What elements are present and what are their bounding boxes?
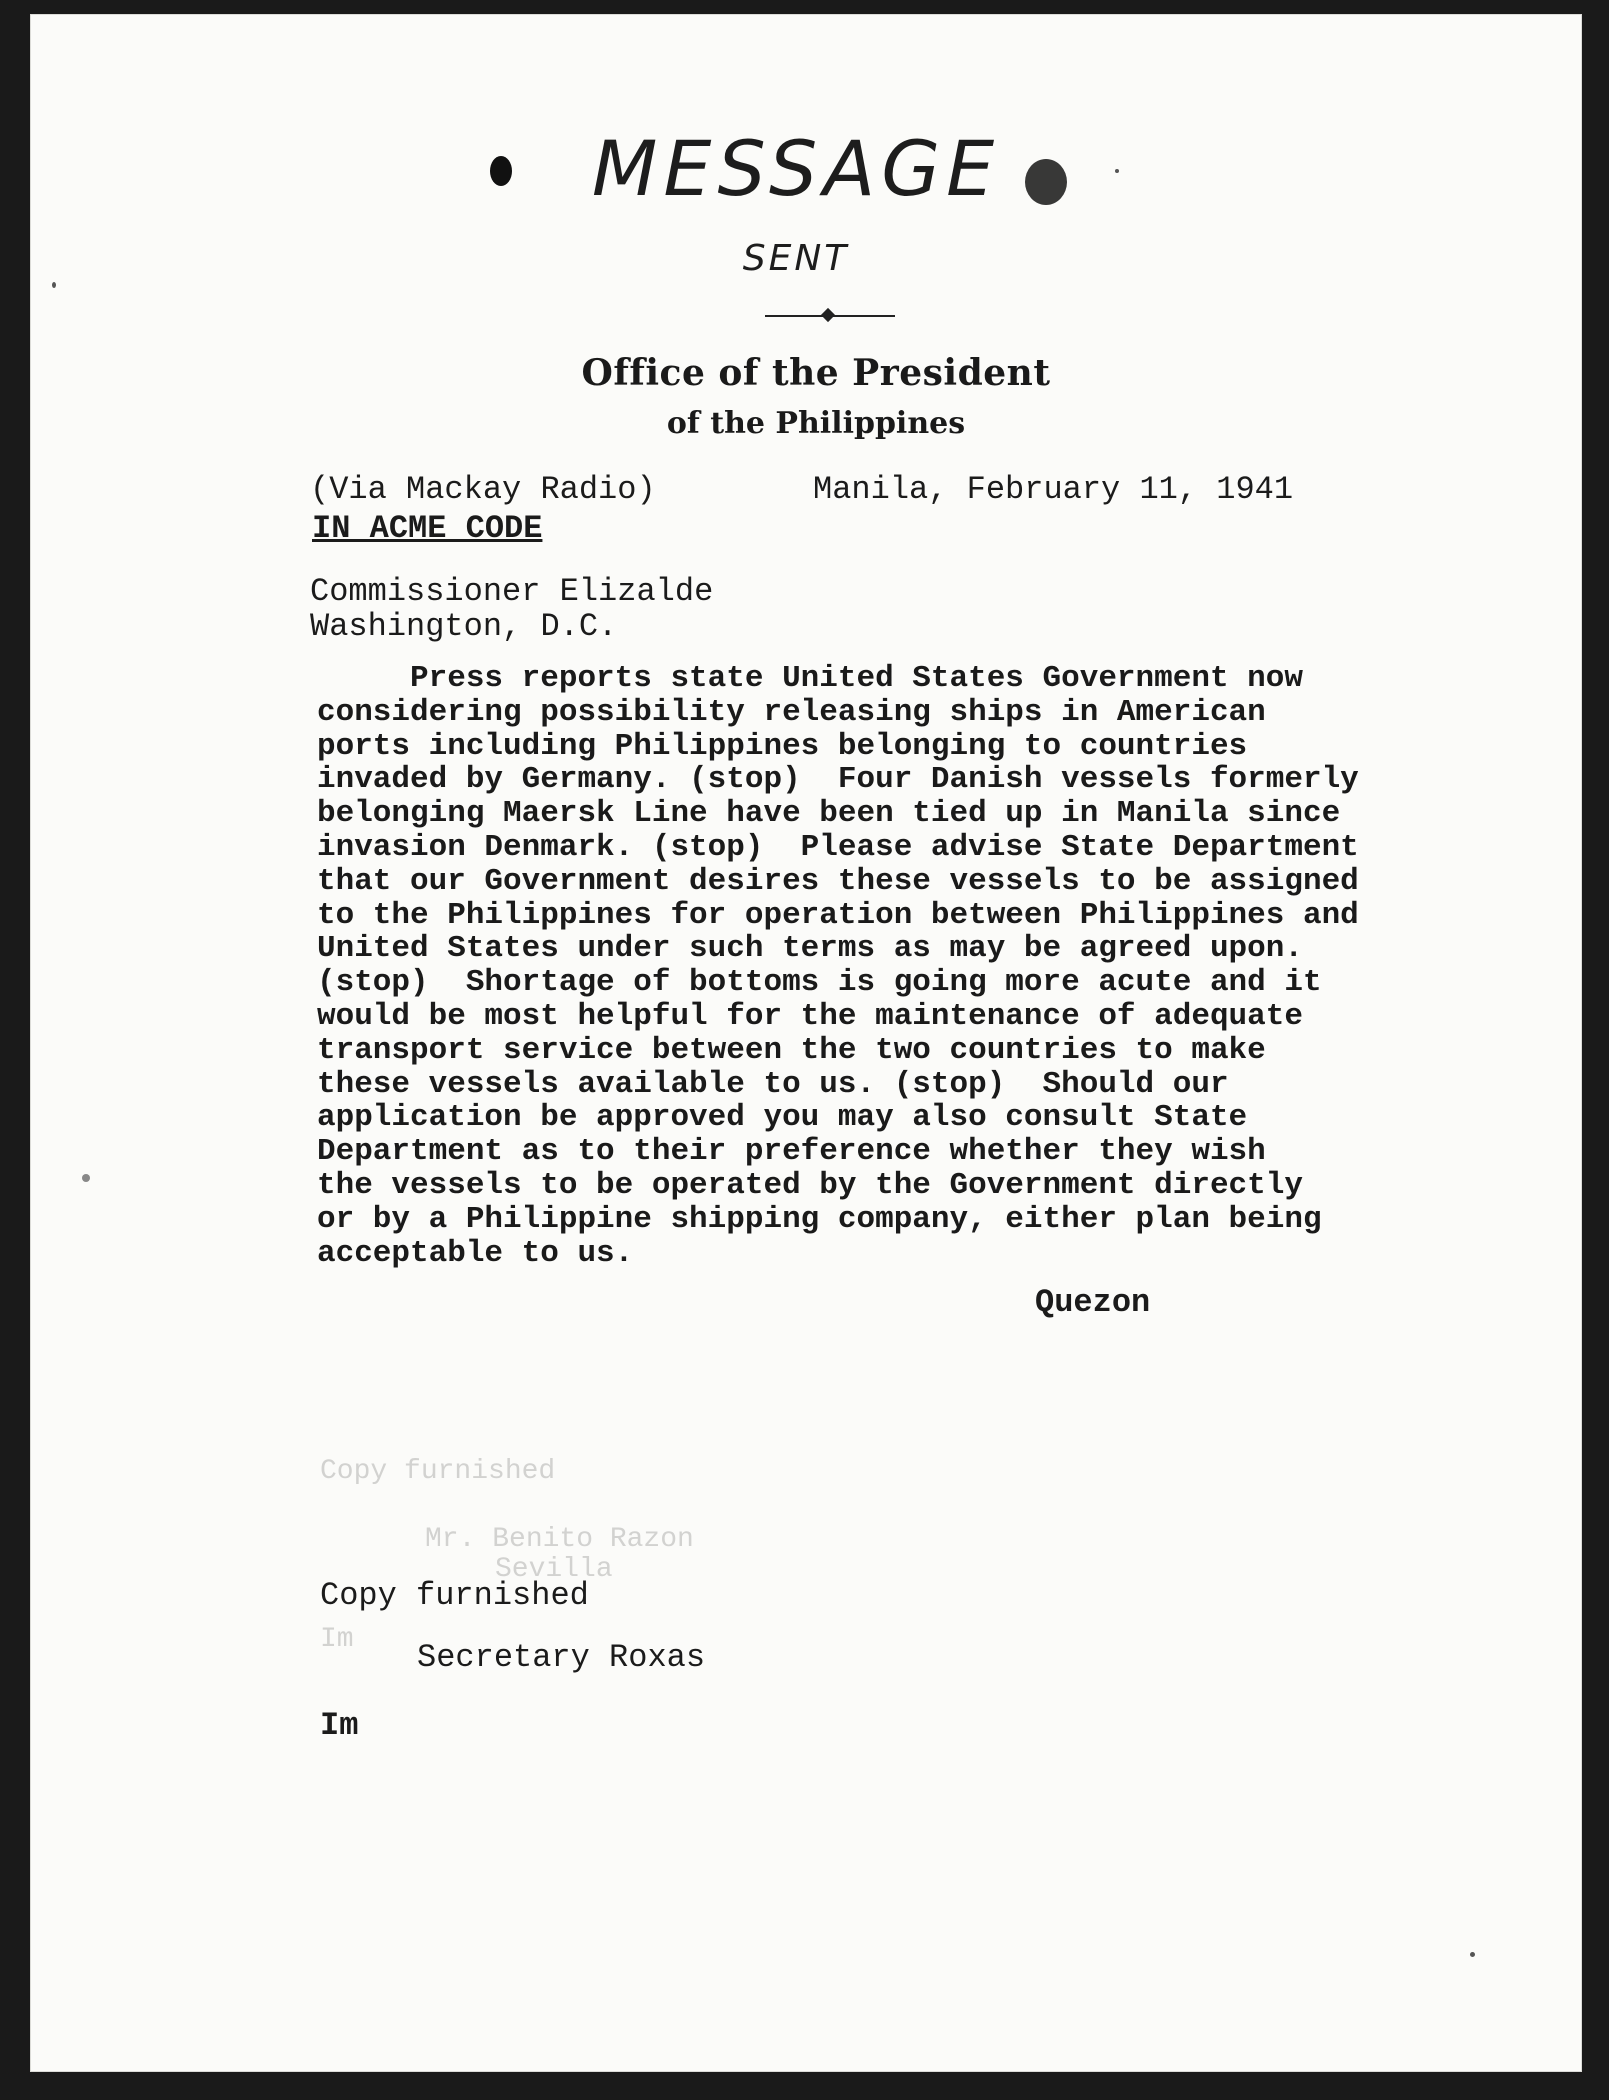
copy-recipient: Secretary Roxas [417, 1639, 706, 1676]
body-line: United States under such terms as may be agreed upon. [317, 931, 1303, 967]
body-line: to the Philippines for operation between Philippines and [317, 897, 1359, 933]
typist-initials: Im [320, 1707, 359, 1744]
body-line: Press reports state United States Government now [317, 661, 1303, 696]
body-line: that our Government desires these vessels to be assigned [317, 863, 1359, 899]
message-heading: MESSAGE [591, 124, 1001, 213]
body-line: Department as to their preference whether they wish [317, 1134, 1266, 1170]
addressee-name: Commissioner Elizalde [310, 573, 714, 610]
paper-speck [82, 1174, 90, 1182]
code-line: IN ACME CODE [312, 510, 543, 547]
paper-speck [1470, 1952, 1475, 1957]
body-line: acceptable to us. [317, 1235, 634, 1271]
divider-diamond-icon [821, 308, 835, 322]
dateline: Manila, February 11, 1941 [813, 471, 1294, 508]
addressee-location: Washington, D.C. [310, 608, 618, 645]
body-line: ports including Philippines belonging to countries [317, 728, 1248, 764]
office-subheading: of the Philippines [666, 406, 966, 441]
body-line: considering possibility releasing ships in American [317, 694, 1266, 730]
body-line: or by a Philippine shipping company, either plan being [317, 1201, 1322, 1237]
sent-heading: SENT [742, 238, 850, 279]
body-line: invasion Denmark. (stop) Please advise State Department [317, 829, 1359, 865]
body-line: (stop) Shortage of bottoms is going more acute and it [317, 965, 1322, 1001]
document-page [30, 14, 1582, 2072]
copy-furnished-label: Copy furnished [320, 1577, 589, 1614]
via-line: (Via Mackay Radio) [310, 471, 656, 508]
office-heading: Office of the President [581, 352, 1051, 394]
paper-speck [1115, 169, 1119, 173]
body-line: transport service between the two countries to make [317, 1032, 1266, 1068]
body-line: belonging Maersk Line have been tied up in Manila since [317, 796, 1341, 832]
message-body [317, 662, 1467, 1270]
body-line: the vessels to be operated by the Government directly [317, 1167, 1303, 1203]
body-line: application be approved you may also consult State [317, 1100, 1248, 1136]
bleed-through-text: Mr. Benito Razon [425, 1524, 694, 1555]
body-line: would be most helpful for the maintenance of adequate [317, 998, 1303, 1034]
ink-smudge [1025, 159, 1067, 205]
body-line: invaded by Germany. (stop) Four Danish vessels formerly [317, 762, 1359, 798]
bleed-through-text: Sevilla [495, 1554, 613, 1585]
paper-speck [52, 282, 56, 288]
bleed-through-text: Copy furnished [320, 1456, 556, 1487]
body-line: these vessels available to us. (stop) Should our [317, 1066, 1229, 1102]
signature: Quezon [1035, 1284, 1151, 1321]
bleed-through-text: Im [320, 1624, 354, 1655]
